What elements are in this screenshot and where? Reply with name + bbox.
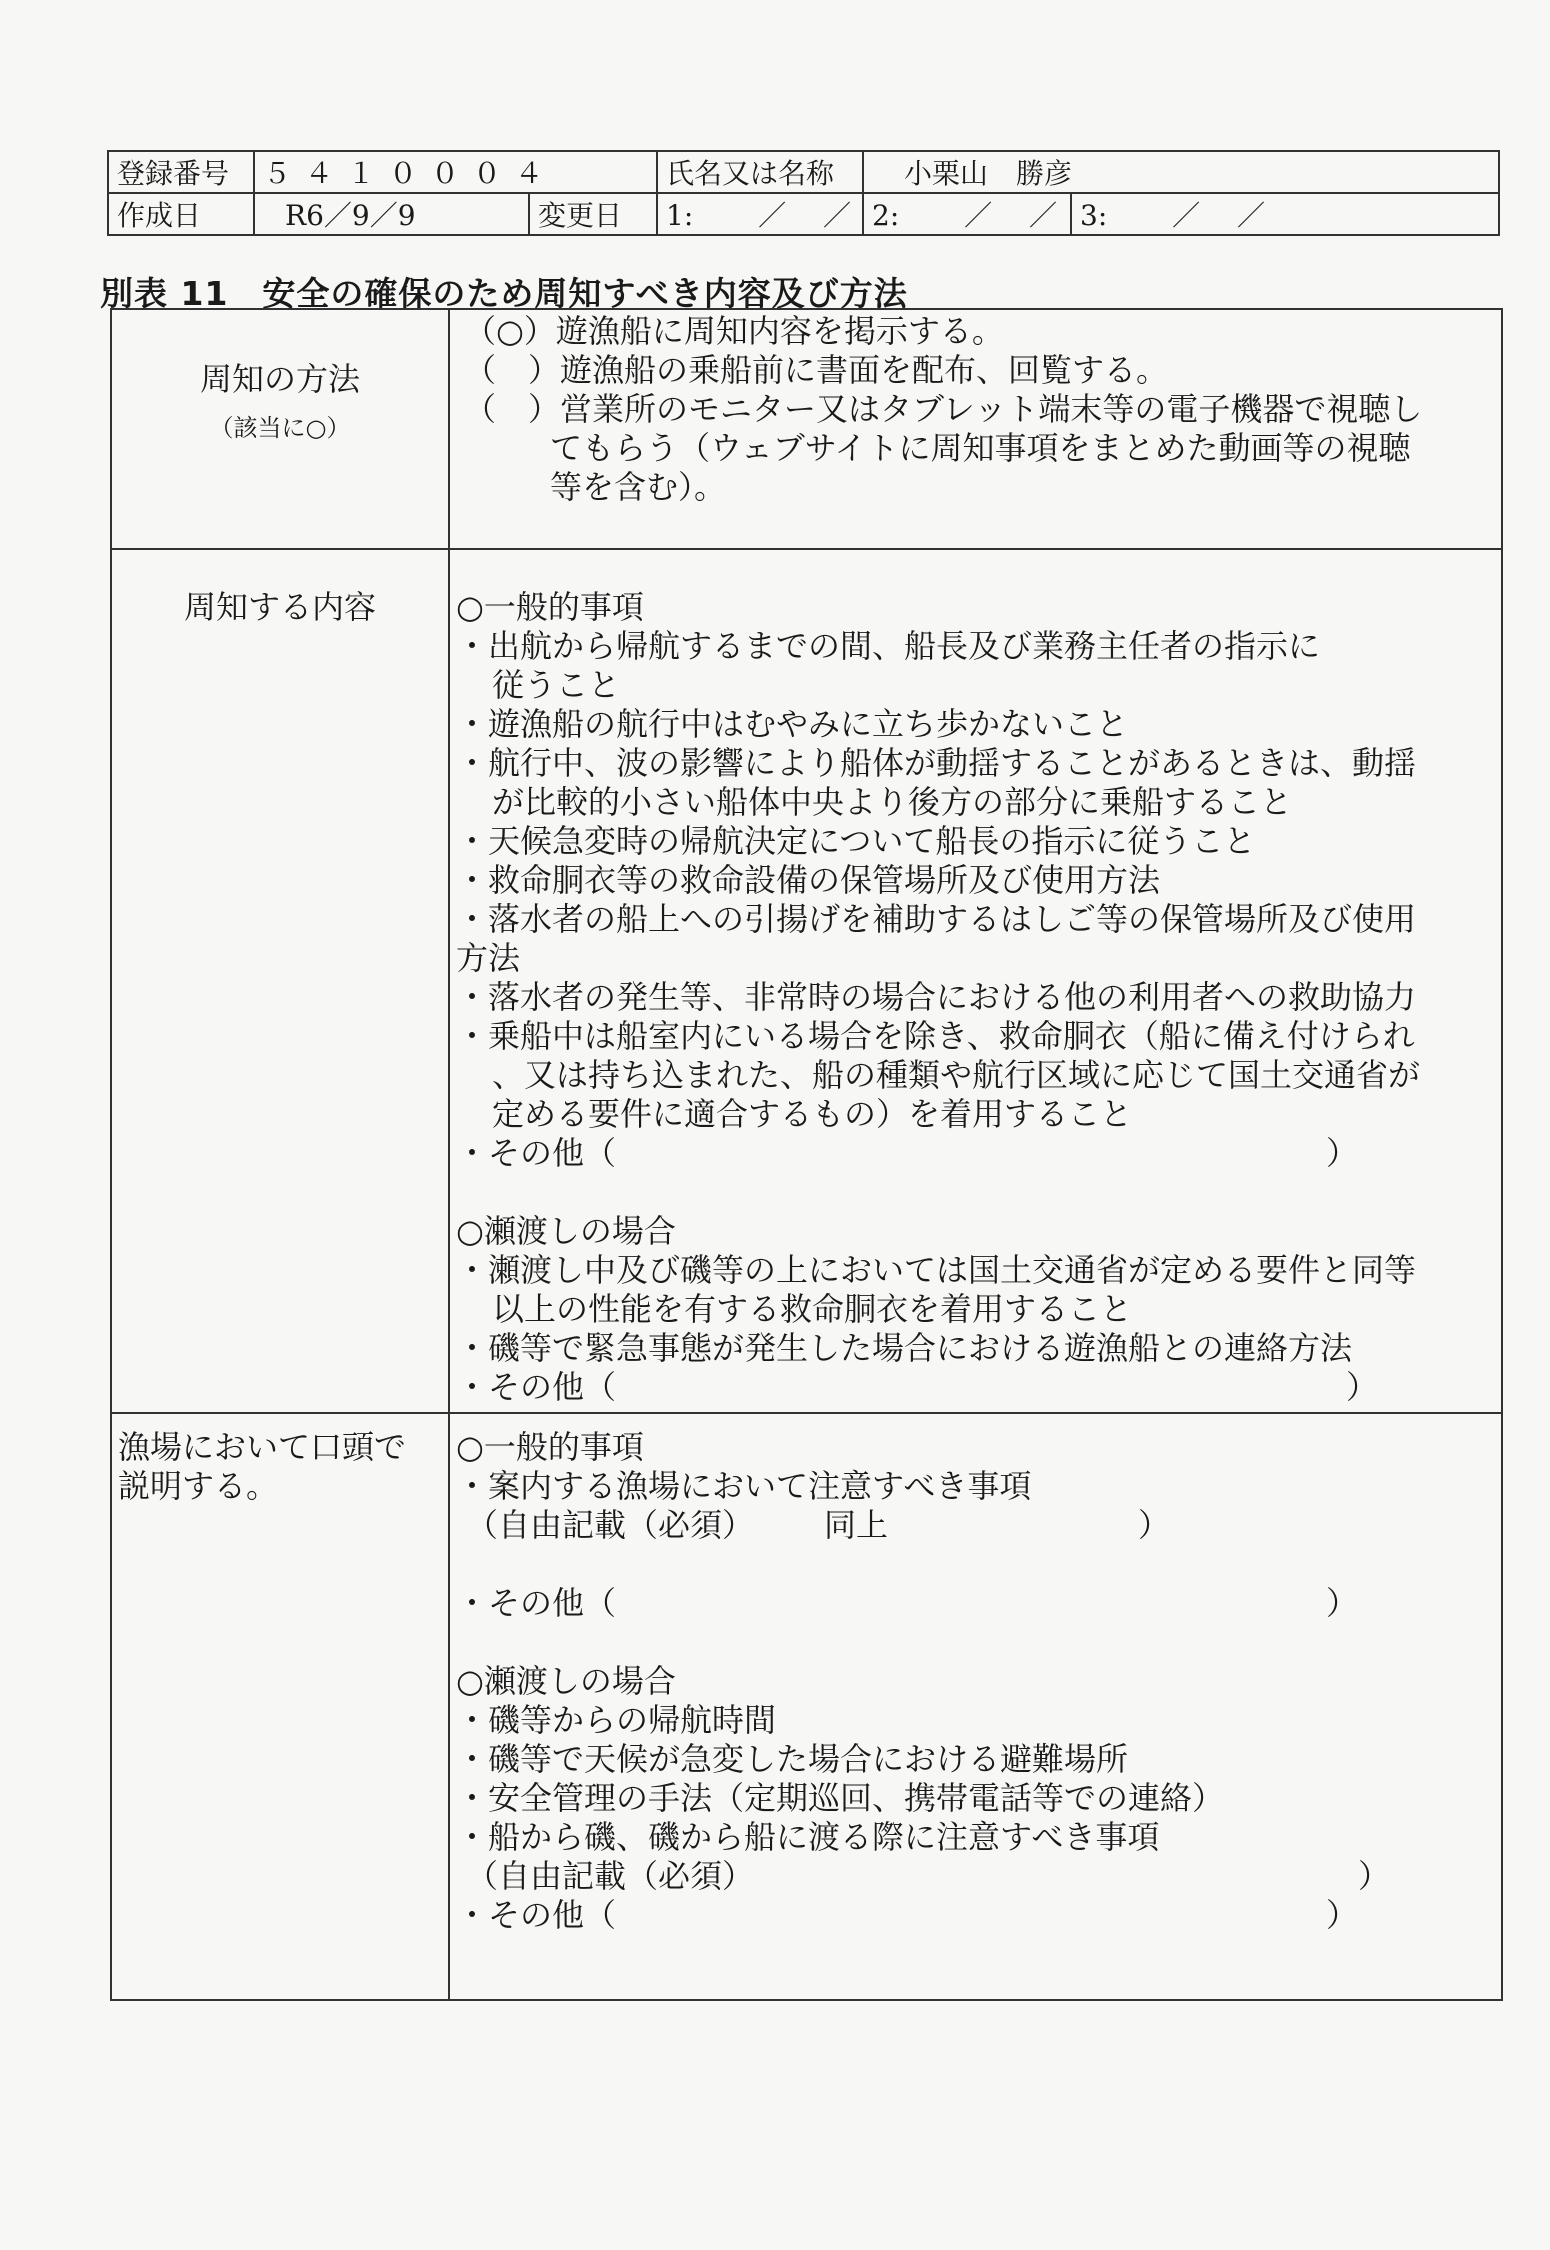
free-entry-close: ） bbox=[1138, 1506, 1171, 1544]
content-item-cont: が比較的小さい船体中央より後方の部分に乗船すること bbox=[492, 783, 1293, 821]
method-sublabel: （該当に○） bbox=[209, 414, 351, 442]
content-item: ・救命胴衣等の救命設備の保管場所及び使用方法 bbox=[456, 861, 1161, 899]
oral-item: ・磯等で天候が急変した場合における避難場所 bbox=[456, 1740, 1129, 1778]
content-item-cont: 、又は持ち込まれた、船の種類や航行区域に応じて国土交通省が bbox=[492, 1056, 1421, 1094]
method-label-cell bbox=[111, 309, 449, 549]
content-item: ・天候急変時の帰航決定について船長の指示に従うこと bbox=[456, 822, 1256, 860]
content-item-cont: 定める要件に適合するもの）を着用すること bbox=[492, 1095, 1133, 1133]
oral-cell bbox=[449, 1413, 1502, 2000]
name-label: 氏名又は名称 bbox=[657, 151, 863, 193]
content-other-general bbox=[456, 1134, 1501, 1173]
changed-date-label: 変更日 bbox=[529, 193, 657, 235]
other-label: ・その他（ bbox=[456, 1134, 617, 1172]
other-label: ・その他（ bbox=[456, 1368, 617, 1406]
created-date-label: 作成日 bbox=[108, 193, 254, 235]
content-cell bbox=[449, 549, 1502, 1413]
change-date-3: 3: ／ ／ bbox=[1071, 193, 1499, 235]
content-label: 周知する内容 bbox=[111, 549, 449, 1413]
method-options-cell bbox=[449, 309, 1502, 549]
free-entry-label: （自由記載（必須） bbox=[466, 1506, 755, 1544]
content-item-cont: 従うこと bbox=[492, 666, 621, 704]
free-entry-value: 同上 bbox=[824, 1506, 889, 1544]
free-entry-label: （自由記載（必須） bbox=[466, 1857, 739, 1895]
oral-item: ・船から磯、磯から船に渡る際に注意すべき事項 bbox=[456, 1818, 1160, 1856]
content-item-cont: 方法 bbox=[456, 939, 521, 977]
oral-item: ・安全管理の手法（定期巡回、携帯電話等での連絡） bbox=[456, 1779, 1225, 1817]
content-other-seawatari bbox=[456, 1368, 1501, 1407]
content-item: ・乗船中は船室内にいる場合を除き、救命胴衣（船に備え付けられ bbox=[456, 1017, 1415, 1055]
registration-number-value: ５４１０００４ bbox=[254, 151, 657, 193]
content-item: ・磯等で緊急事態が発生した場合における遊漁船との連絡方法 bbox=[456, 1329, 1353, 1367]
other-label: ・その他（ bbox=[456, 1584, 617, 1622]
created-date-value: R6／9／9 bbox=[254, 193, 529, 235]
content-item: ・遊漁船の航行中はむやみに立ち歩かないこと bbox=[456, 705, 1129, 743]
oral-item: ・案内する漁場において注意すべき事項 bbox=[456, 1467, 1032, 1505]
content-item: ・航行中、波の影響により船体が動揺することがあるときは、動揺 bbox=[456, 744, 1417, 782]
oral-free-entry-2 bbox=[456, 1857, 1501, 1896]
change-date-2: 2: ／ ／ bbox=[863, 193, 1071, 235]
oral-label: 漁場において口頭で bbox=[118, 1428, 407, 1466]
notice-table bbox=[110, 308, 1503, 2001]
content-item: ・落水者の発生等、非常時の場合における他の利用者への救助協力 bbox=[456, 978, 1417, 1016]
method-option-document: （ ）遊漁船の乗船前に書面を配布、回覧する。 bbox=[464, 351, 1169, 389]
free-entry-close: ） bbox=[1358, 1857, 1391, 1895]
other-close: ） bbox=[1326, 1896, 1359, 1934]
oral-other-seawatari bbox=[456, 1896, 1501, 1935]
oral-label-cell bbox=[111, 1413, 449, 2000]
oral-label-cont: 説明する。 bbox=[118, 1467, 279, 1505]
oral-general-heading: ○一般的事項 bbox=[456, 1428, 644, 1466]
method-option-monitor-cont2: 等を含む）。 bbox=[550, 468, 727, 506]
method-option-posting: （○）遊漁船に周知内容を掲示する。 bbox=[464, 312, 1004, 350]
content-item: ・出航から帰航するまでの間、船長及び業務主任者の指示に bbox=[456, 627, 1321, 665]
header-table bbox=[107, 150, 1500, 236]
oral-other-general bbox=[456, 1584, 1501, 1623]
content-item: ・瀬渡し中及び磯等の上においては国土交通省が定める要件と同等 bbox=[456, 1251, 1417, 1289]
other-close: ） bbox=[1326, 1134, 1359, 1172]
registration-number-label: 登録番号 bbox=[108, 151, 254, 193]
content-row bbox=[111, 549, 1502, 1413]
oral-row bbox=[111, 1413, 1502, 2000]
oral-seawatari-heading: ○瀬渡しの場合 bbox=[456, 1662, 676, 1700]
other-close: ） bbox=[1346, 1368, 1379, 1406]
content-item-cont: 以上の性能を有する救命胴衣を着用すること bbox=[492, 1290, 1133, 1328]
method-row bbox=[111, 309, 1502, 549]
seawatari-heading: ○瀬渡しの場合 bbox=[456, 1212, 676, 1250]
other-label: ・その他（ bbox=[456, 1896, 617, 1934]
method-option-monitor: （ ）営業所のモニター又はタブレット端末等の電子機器で視聴し bbox=[464, 390, 1423, 428]
oral-item: ・磯等からの帰航時間 bbox=[456, 1701, 777, 1739]
method-option-monitor-cont: てもらう（ウェブサイトに周知事項をまとめた動画等の視聴 bbox=[550, 429, 1411, 467]
change-date-1: 1: ／ ／ bbox=[657, 193, 863, 235]
other-close: ） bbox=[1326, 1584, 1359, 1622]
method-label: 周知の方法 bbox=[199, 360, 360, 398]
general-heading: ○一般的事項 bbox=[456, 588, 644, 626]
oral-free-entry bbox=[456, 1506, 1501, 1545]
name-value: 小栗山 勝彦 bbox=[863, 151, 1499, 193]
form-title: 別表 11 安全の確保のため周知すべき内容及び方法 bbox=[100, 274, 908, 313]
content-item: ・落水者の船上への引揚げを補助するはしご等の保管場所及び使用 bbox=[456, 900, 1417, 938]
